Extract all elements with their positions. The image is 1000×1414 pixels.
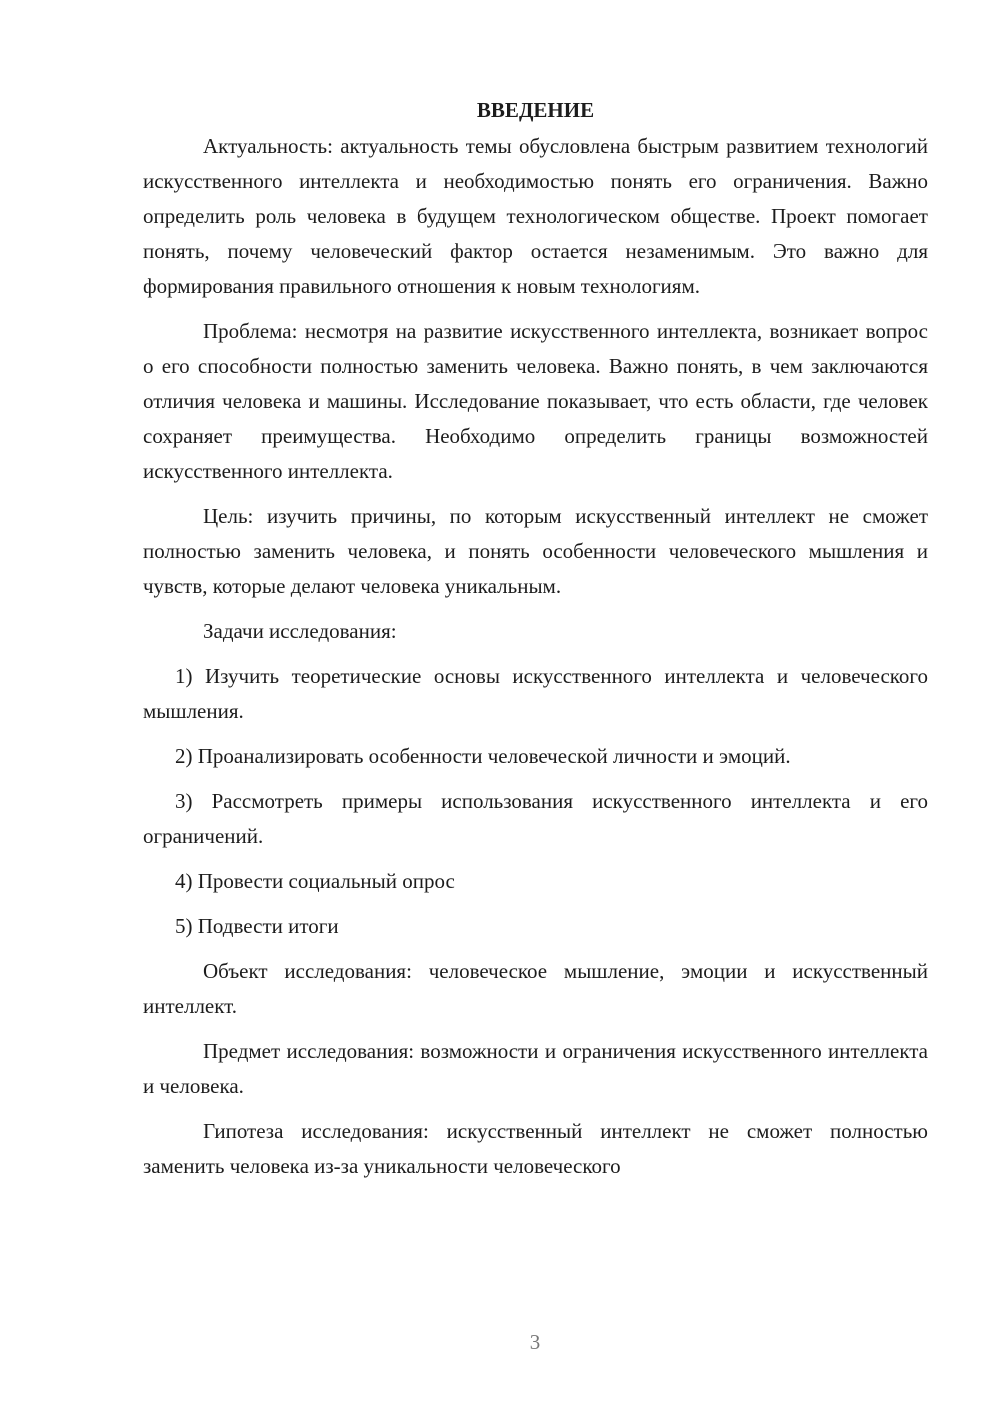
document-page: [143, 93, 928, 1194]
task-item-5: 5) Подвести итоги: [175, 914, 339, 938]
hypothesis-paragraph: Гипотеза исследования: искусственный интеллект не сможет полностью заменить человека из-за уникальности человеческого: [143, 1119, 928, 1178]
task-item-3: 3) Рассмотреть примеры использования искусственного интеллекта и его ограничений.: [143, 789, 928, 848]
section-heading: ВВЕДЕНИЕ: [476, 98, 595, 122]
subject-paragraph: Предмет исследования: возможности и ограничения искусственного интеллекта и человека.: [143, 1039, 928, 1098]
tasks-title: Задачи исследования:: [203, 619, 397, 643]
task-item-4: 4) Провести социальный опрос: [175, 869, 455, 893]
task-item-2: 2) Проанализировать особенности человеческой личности и эмоций.: [175, 744, 791, 768]
task-item-1: 1) Изучить теоретические основы искусственного интеллекта и человеческого мышления.: [143, 664, 928, 723]
page-number: 3: [529, 1330, 541, 1354]
goal-paragraph: Цель: изучить причины, по которым искусственный интеллект не сможет полностью заменить человека, и понять особенности человеческого мышления и чувств, которые делают человека уникальным.: [143, 504, 928, 598]
object-paragraph: Объект исследования: человеческое мышление, эмоции и искусственный интеллект.: [143, 959, 928, 1018]
problem-paragraph: Проблема: несмотря на развитие искусственного интеллекта, возникает вопрос о его способности полностью заменить человека. Важно понять, в чем заключаются отличия человека и машины. Исследование показывает, что есть области, где человек сохраняет преимущества. Необходимо определить границы возможностей искусственного интеллекта.: [143, 319, 928, 483]
relevance-paragraph: Актуальность: актуальность темы обусловлена быстрым развитием технологий искусственного интеллекта и необходимостью понять его ограничения. Важно определить роль человека в будущем технологическом обществе. Проект помогает понять, почему человеческий фактор остается незаменимым. Это важно для формирования правильного отношения к новым технологиям.: [143, 134, 928, 298]
